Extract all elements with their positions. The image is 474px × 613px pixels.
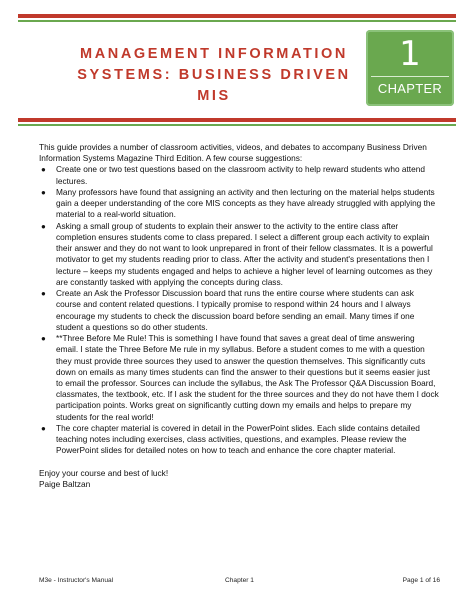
bullet-icon: ● <box>41 188 46 197</box>
chapter-number: 1 <box>399 34 421 74</box>
bullet-icon: ● <box>41 289 46 299</box>
list-item <box>39 187 439 221</box>
intro-paragraph: This guide provides a number of classroom activities, videos, and debates to accompany Business Driven Information Systems Magazine Third Edition. A few course suggestions: <box>39 142 427 164</box>
bullet-icon: ● <box>41 424 46 434</box>
list-item-text: Create an Ask the Professor Discussion board that runs the entire course where students can ask course and content related questions. I typically promise to respond within 24 hours and I always encourage my students to check the discussion board before sending an email. Many times if one student a questions so do other students. <box>56 288 415 332</box>
chapter-label: CHAPTER <box>377 81 443 96</box>
title-line-1: MANAGEMENT INFORMATION <box>80 46 348 62</box>
header-top-green-rule <box>18 20 456 22</box>
list-item <box>39 423 439 457</box>
list-item-text: Create one or two test questions based on the classroom activity to help reward students who attend lectures. <box>56 164 425 186</box>
list-item-text: Asking a small group of students to explain their answer to the activity to the entire class after completion ensures students come to class prepared. I select a different group each activity to explain their answer and they do not want to look unprepared in front of their fellow classmates. It is a powerful motivator to get my students reading prior to class. After the activity and student's presentations then I lecture – keeps my students engaged and helps to achieve a higher level of learning outcomes as they are constantly tasked with applying the concepts during class. <box>56 220 433 287</box>
bullet-icon: ● <box>41 165 46 175</box>
document-title <box>64 44 364 107</box>
list-item-text: The core chapter material is covered in detail in the PowerPoint slides. Each slide contains detailed teaching notes including exercises, class activities, questions, and examples. Please review the PowerPoint slides for detailed notes on how to teach and enhance the core chapter material. <box>56 423 420 456</box>
list-item-text: Many professors have found that assigning an activity and then lecturing on the material helps students gain a deeper understanding of the core MIS concepts as they have already struggled with applying the material to a real-world situation. <box>56 187 436 220</box>
closing-line: Enjoy your course and best of luck! <box>39 467 169 478</box>
header-top-red-rule <box>18 14 456 18</box>
list-item <box>39 164 439 186</box>
list-item <box>39 288 439 333</box>
header-bottom-green-rule <box>18 124 456 126</box>
chapter-badge <box>366 30 454 106</box>
suggestion-list <box>39 164 439 456</box>
footer-page-number: Page 1 of 16 <box>402 577 440 584</box>
chapter-badge-divider <box>371 76 449 77</box>
bullet-icon: ● <box>41 221 46 231</box>
author-name: Paige Baltzan <box>39 478 91 489</box>
guide-content <box>39 142 439 490</box>
list-item <box>39 221 439 288</box>
bullet-icon: ● <box>41 334 46 344</box>
list-item-text: **Three Before Me Rule! This is something I have found that saves a great deal of time answering email. I state the Three Before Me rule in my syllabus. Before a student comes to me with a question they must provide three sources they used to answer the question themselves. This significantly cuts down on emails as many times students can find the answer to their questions but it seems easier just to email the professor. Sources can include the syllabus, the Ask The Professor Q&A Discussion Board, classmates, the textbook, etc. If I ask the student for the three sources and they do not have them I dock participation points. Works great on significantly cutting down my emails and helps to prepare my students for the real world! <box>56 333 439 422</box>
footer-chapter: Chapter 1 <box>225 577 254 584</box>
list-item <box>39 333 439 423</box>
footer-manual-title: M3e - Instructor's Manual <box>39 577 114 584</box>
title-line-2: SYSTEMS: BUSINESS DRIVEN MIS <box>77 67 351 104</box>
header-bottom-red-rule <box>18 118 456 122</box>
